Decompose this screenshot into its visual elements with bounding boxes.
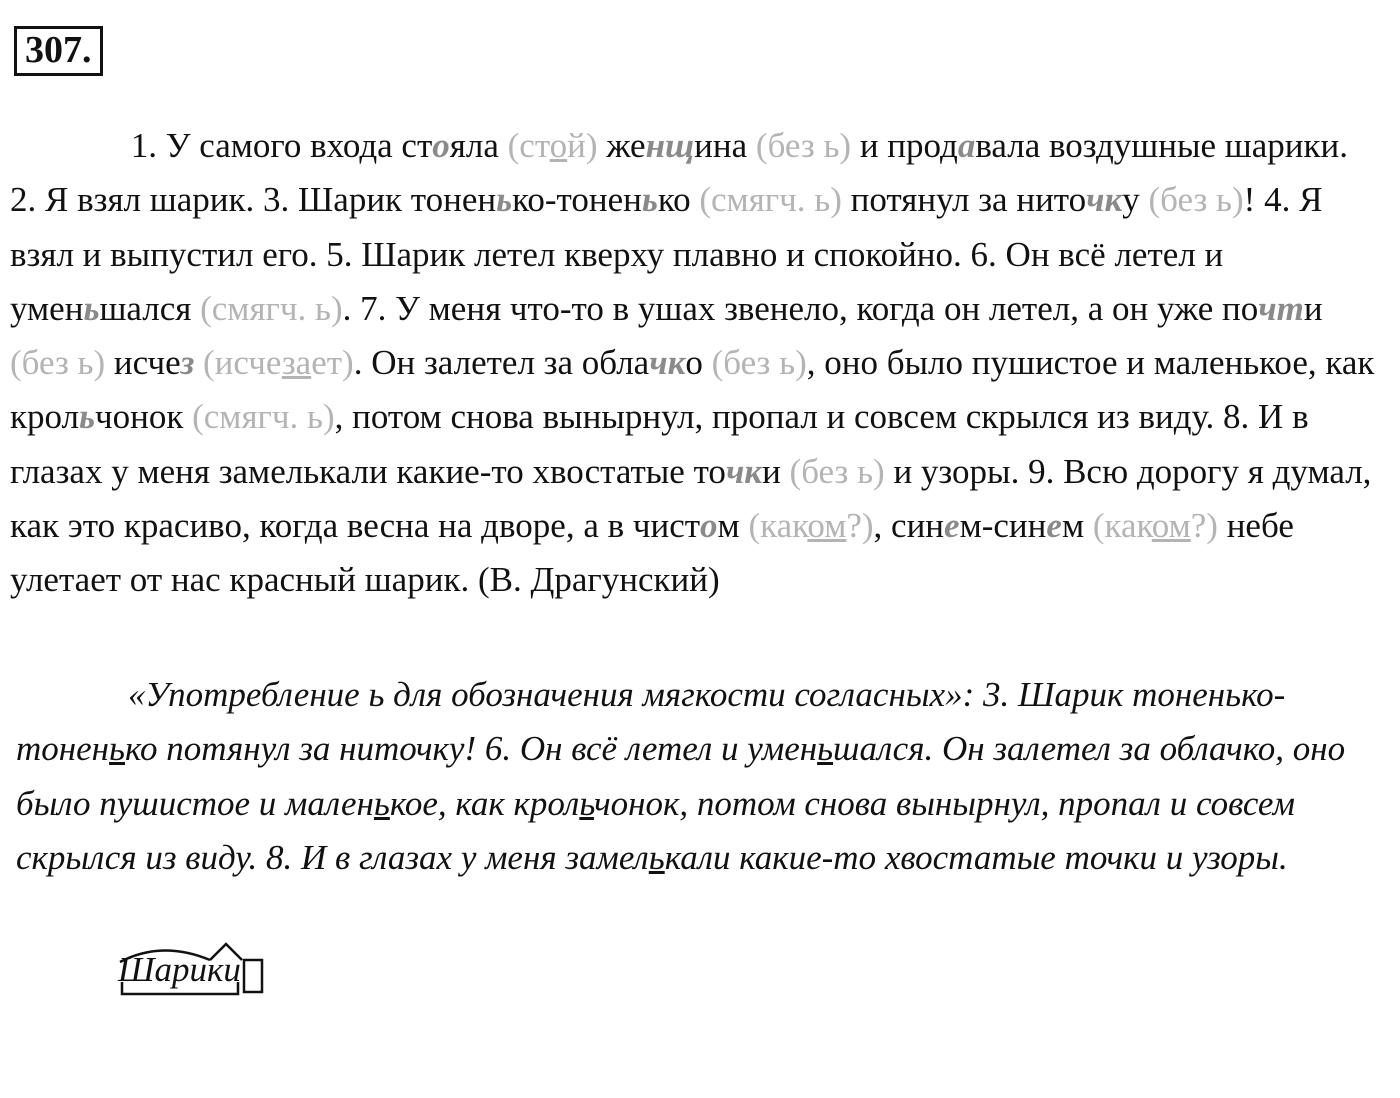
note: (без ь) xyxy=(10,343,106,383)
sentence-8: 8. И в глазах у меня замелькали какие-то хвостатые точки (без ь) и узоры. xyxy=(10,397,1309,491)
morpheme-word: Шарики xyxy=(118,950,241,989)
sentence-2: 2. Я взял шарик. xyxy=(10,180,255,220)
note: (каком?) xyxy=(1092,506,1218,546)
sentence-5: 5. Шарик летел кверху плавно и спокойно. xyxy=(326,234,962,274)
exercise-number: 307. xyxy=(14,26,103,76)
sentence-7: 7. У меня что-то в ушах звенело, когда он летел, а он уже почти (без ь) исчез (исчезает). Он залетел за облачко (без ь), оно было пушистое и маленькое, как крольчонок (смягч. ь), потом снова вынырнул, пропал и совсем скрылся из виду. xyxy=(10,288,1375,437)
sentence-4: 4. Я взял и выпустил его. xyxy=(10,180,1323,274)
note: (без ь) xyxy=(789,451,885,491)
task-answer: «Употребление ь для обозначения мягкости согласных»: 3. Шарик тоненько-тоненько потянул за ниточку! 6. Он всё летел и уменьшался. Он залетел за облачко, оно было пушистое и маленькое, как крольчонок, потом снова вынырнул, пропал и совсем скрылся из виду. 8. И в глазах у меня замелькали какие-то хвостатые точки и узоры. xyxy=(16,675,1346,877)
suffix-mark xyxy=(210,944,242,960)
note: (смягч. ь) xyxy=(192,397,335,437)
note: (без ь) xyxy=(755,126,852,165)
sentence-1: 1. У самого входа стояла (стой) женщина (без ь) и продавала воздушные шарики. xyxy=(130,126,1348,165)
morpheme-marks xyxy=(118,942,278,1002)
note: (смягч. ь) xyxy=(200,288,343,328)
note: (каком?) xyxy=(748,506,874,546)
note: (стой) xyxy=(507,126,598,165)
ending-box xyxy=(244,960,262,992)
sentence-9: 9. Всю дорогу я думал, как это красиво, когда весна на дворе, а в чистом (каком?), синем-синем (каком?) небе улетает от нас красный шарик. (В. Драгунский) xyxy=(10,451,1372,600)
morpheme-analysis xyxy=(118,942,278,1002)
note: (без ь) xyxy=(1148,180,1244,220)
stem-bracket xyxy=(122,982,238,994)
exercise-text xyxy=(10,119,1380,608)
note: (смягч. ь) xyxy=(699,180,842,220)
root-arc xyxy=(120,950,210,962)
note: (исчезает) xyxy=(203,343,354,383)
sentence-6: 6. Он всё летел и уменьшался (смягч. ь). xyxy=(10,234,1224,328)
sentence-3: 3. Шарик тоненько-тоненько (смягч. ь) потянул за ниточку (без ь)! xyxy=(262,180,1256,220)
note: (без ь) xyxy=(711,343,807,383)
